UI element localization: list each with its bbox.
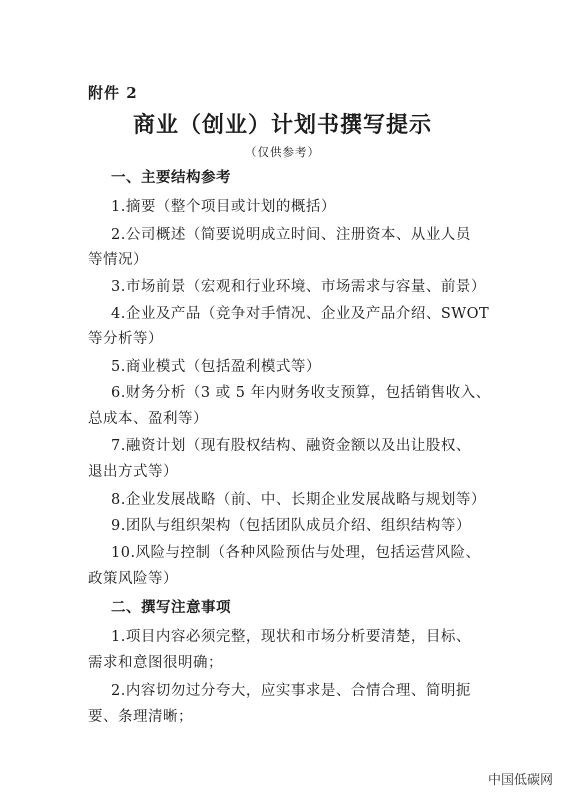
note-line: 2.内容切勿过分夸大，应实事求是、合情合理、简明扼 [111, 683, 471, 699]
document-title: 商业（创业）计划书撰写提示 [132, 112, 432, 138]
attachment-label: 附件 2 [88, 84, 138, 102]
section-heading-structure: 一、主要结构参考 [111, 169, 231, 186]
note-line: 1.项目内容必须完整，现状和市场分析要清楚，目标、 [111, 629, 471, 645]
item-line: 6.财务分析（3 或 5 年内财务收支预算，包括销售收入、 [111, 385, 491, 401]
item-line: 8.企业发展战略（前、中、长期企业发展战略与规划等） [111, 492, 486, 508]
item-line-continuation: 政策风险等） [88, 571, 178, 587]
item-line-continuation: 退出方式等） [88, 464, 178, 480]
document-subtitle: （仅供参考） [245, 145, 320, 159]
note-line-continuation: 要、条理清晰； [88, 709, 193, 725]
item-line-continuation: 总成本、盈利等） [88, 411, 208, 427]
item-line: 2.公司概述（简要说明成立时间、注册资本、从业人员 [111, 227, 471, 243]
item-line: 1.摘要（整个项目或计划的概括） [111, 199, 336, 215]
item-line-continuation: 等分析等） [88, 331, 163, 347]
item-line: 4.企业及产品（竞争对手情况、企业及产品介绍、SWOT [111, 306, 490, 322]
site-watermark: 中国低碳网 [487, 773, 553, 788]
item-line: 10.风险与控制（各种风险预估与处理，包括运营风险、 [111, 545, 481, 561]
item-line: 9.团队与组织架构（包括团队成员介绍、组织结构等） [111, 518, 471, 534]
item-line: 5.商业模式（包括盈利模式等） [111, 359, 321, 375]
item-line-continuation: 等情况） [88, 252, 148, 268]
item-line: 7.融资计划（现有股权结构、融资金额以及出让股权、 [111, 438, 471, 454]
item-line: 3.市场前景（宏观和行业环境、市场需求与容量、前景） [111, 279, 486, 295]
note-line-continuation: 需求和意图很明确； [88, 655, 223, 671]
section-heading-notes: 二、撰写注意事项 [111, 599, 231, 616]
